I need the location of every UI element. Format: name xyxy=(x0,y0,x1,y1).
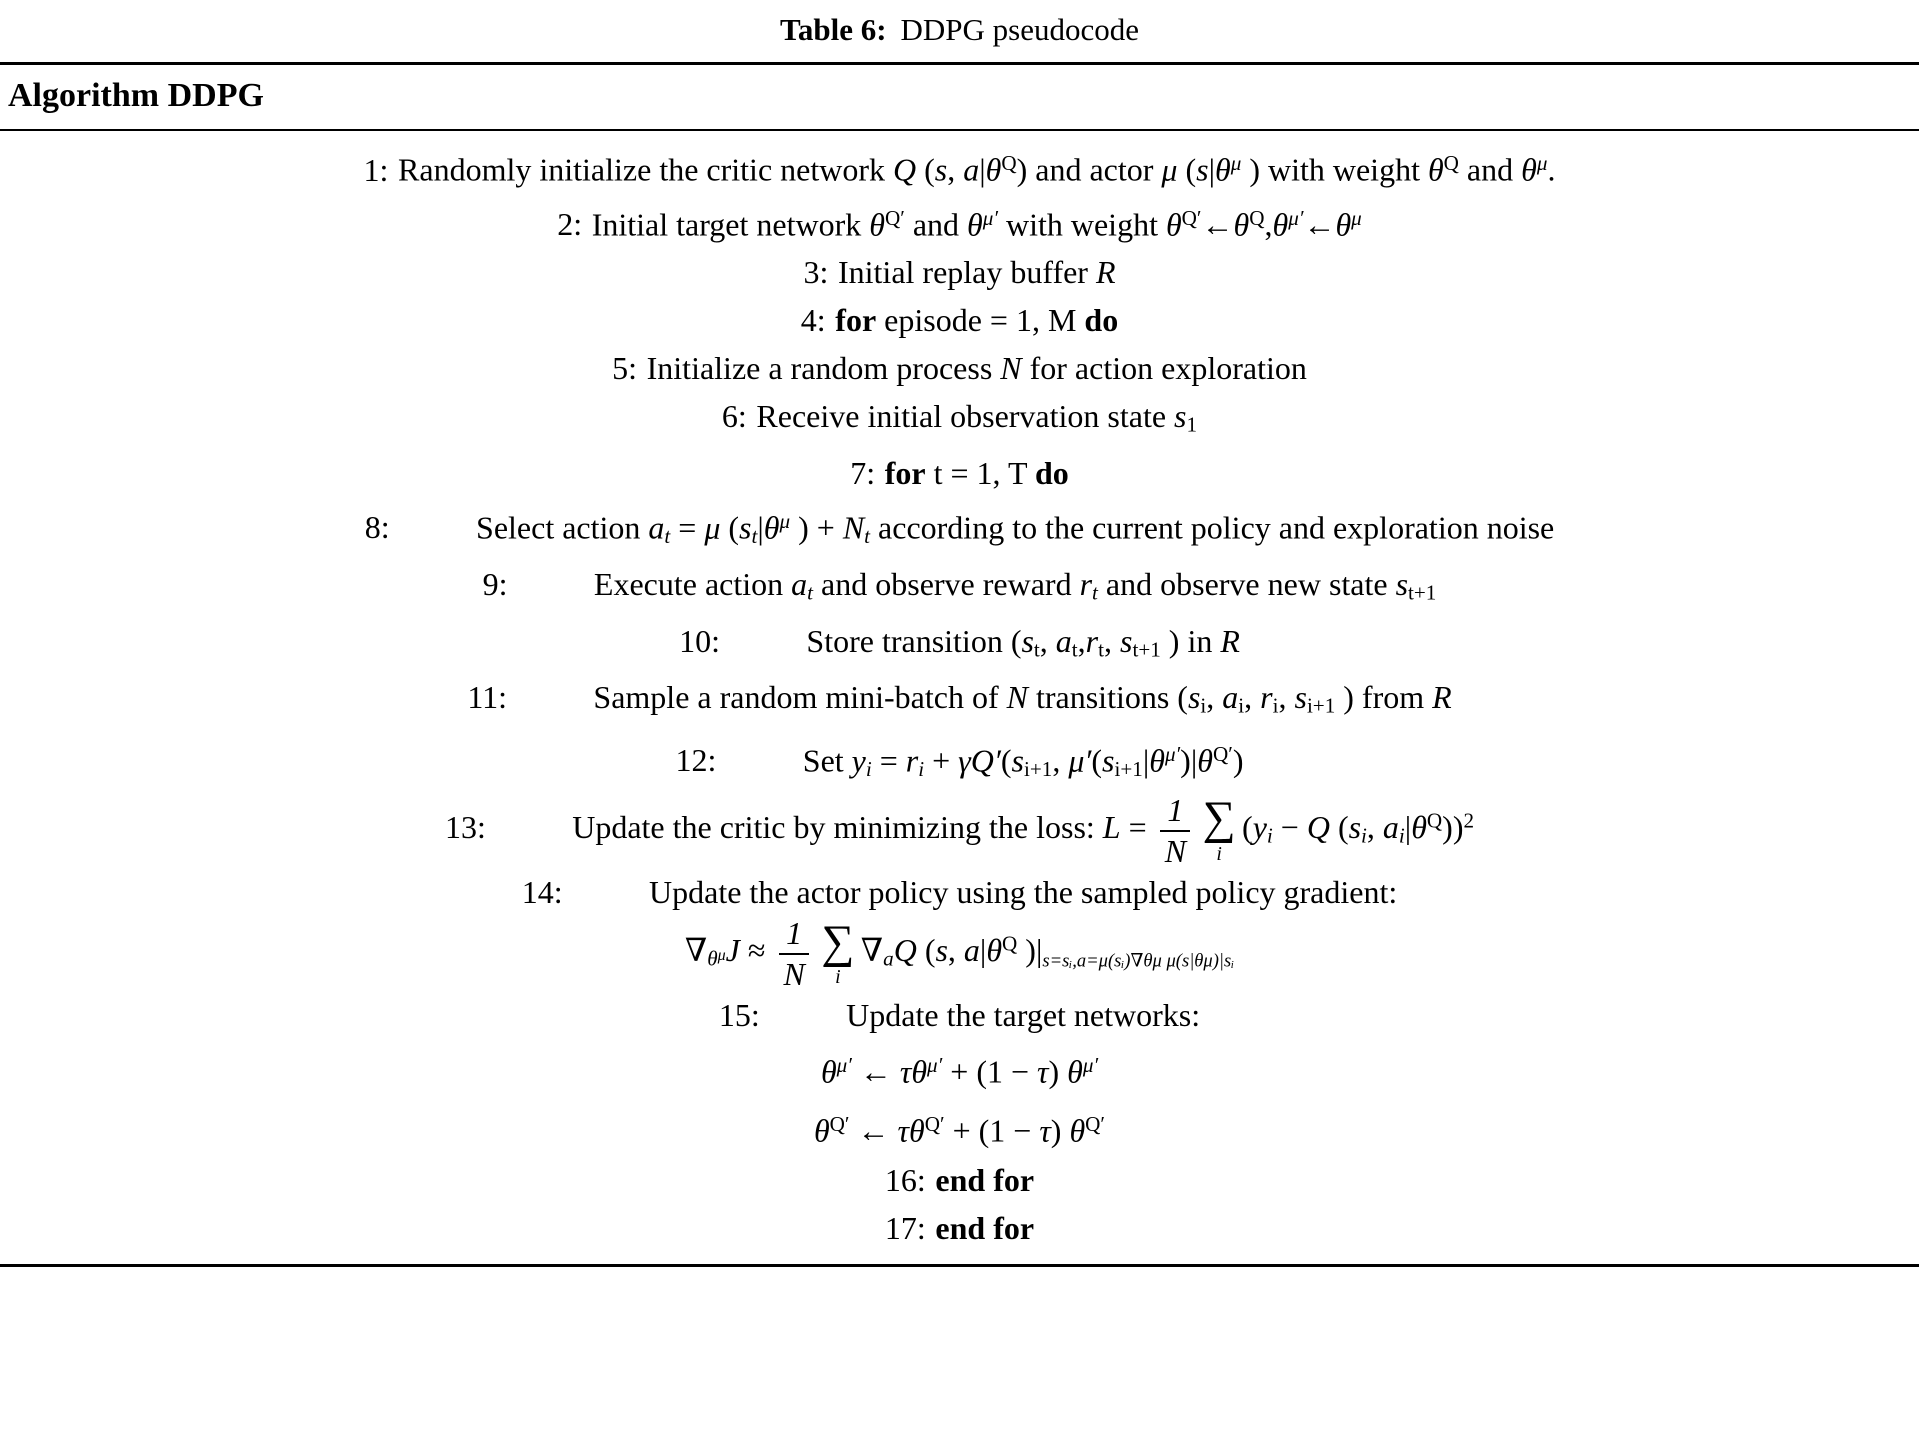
line-number: 5: xyxy=(612,350,638,387)
line-number: 3: xyxy=(803,254,829,291)
fraction: $\frac{1}{N}$ xyxy=(779,916,809,991)
algo-line: 2: Initial target network $\theta^{Q'}$ and $\theta^{\mu'}$ with weight $\theta^{Q'}\leftarrow\theta^Q,\theta^{\mu'}\leftarrow\theta^\mu$ xyxy=(557,205,1362,243)
fraction: $\frac{1}{N}$ xyxy=(1160,793,1190,868)
algo-line: 5: Initialize a random process N for action exploration xyxy=(612,350,1307,387)
algorithm-body xyxy=(0,131,1919,1264)
summation-symbol: ∑ i xyxy=(821,916,855,988)
line-number: 9: xyxy=(482,565,508,602)
algo-line: 4: for episode = 1, M do xyxy=(800,302,1119,339)
algo-equation-line: $\theta^{Q'}$ ← $\tau\theta^{Q'} + (1 - \tau)$ $\theta^{Q'}$ xyxy=(813,1111,1106,1149)
line-number: 12: xyxy=(675,742,717,779)
algo-line: 14: Update the actor policy using the sampled policy gradient: xyxy=(521,874,1398,911)
algorithm-title: Algorithm DDPG xyxy=(8,77,264,114)
algo-line: 8: Select action at = μ ($st|\theta^\mu$ ) + Nt according to the current policy and exploration noise xyxy=(364,508,1555,548)
line-number: 11: xyxy=(467,679,508,716)
algo-line: 13: Update the critic by minimizing the loss: L = $\frac{1}{N}$ ∑ i (yi − Q (si, $ai|\theta^Q))^2$ xyxy=(444,792,1475,869)
line-number: 2: xyxy=(557,206,583,243)
algo-line: 9: Execute action at and observe reward rt and observe new state st+1 xyxy=(482,565,1437,605)
summation-symbol: ∑ i xyxy=(1202,793,1236,865)
algo-line: 17: end for xyxy=(884,1210,1035,1247)
line-number: 16: xyxy=(884,1162,926,1199)
line-number: 4: xyxy=(800,302,826,339)
algo-line: 1: Randomly initialize the critic network Q (s, $a|\theta^Q$) and actor μ ($s|\theta^\mu$ ) with weight $\theta^Q$ and $\theta^\mu$. xyxy=(363,151,1556,188)
line-number: 14: xyxy=(521,874,563,911)
line-number: 1: xyxy=(363,151,389,188)
line-number: 17: xyxy=(884,1210,926,1247)
algo-equation-line: ∇θμJ ≈ $\frac{1}{N}$ ∑ i ∇aQ (s, $a|\theta^Q$ )|s=sᵢ,a=μ(sᵢ)∇θμ μ(s|θμ)|sᵢ xyxy=(684,915,1235,992)
algo-line: 6: Receive initial observation state s1 xyxy=(721,398,1198,437)
bottom-rule xyxy=(0,1264,1919,1267)
line-number: 10: xyxy=(679,622,720,659)
algo-line: 16: end for xyxy=(884,1162,1035,1199)
algo-line: 7: for t = 1, T do xyxy=(850,454,1069,491)
line-number: 6: xyxy=(721,398,747,435)
table-caption-label: Table 6: xyxy=(780,12,887,47)
table-caption xyxy=(0,0,1919,62)
line-number: 8: xyxy=(364,509,390,546)
algo-equation-line: $\theta^{\mu'}$ ← $\tau\theta^{\mu'} + (1 - \tau)$ $\theta^{\mu'}$ xyxy=(820,1053,1099,1090)
line-number: 15: xyxy=(718,997,760,1034)
algo-line: 15: Update the target networks: xyxy=(718,997,1201,1034)
algo-line: 11: Sample a random mini-batch of N transitions (si, ai, ri, si+1 ) from R xyxy=(467,679,1452,718)
table-caption-text: DDPG pseudocode xyxy=(900,12,1139,47)
line-number: 7: xyxy=(850,454,876,491)
algo-line: 10: Store transition (st, at,rt, st+1 ) in R xyxy=(679,622,1240,662)
algo-line: 12: Set yi = ri + γQ′(si+1, $\mu'(si+1|\theta^{\mu'})|\theta^{Q'}$) xyxy=(675,741,1244,782)
line-number: 13: xyxy=(444,808,486,845)
algo-line: 3: Initial replay buffer R xyxy=(803,254,1116,291)
